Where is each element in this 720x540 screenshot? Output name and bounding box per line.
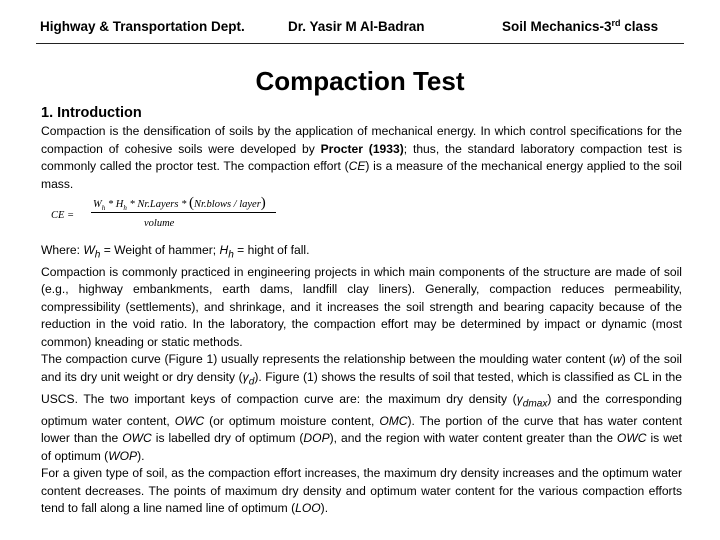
compaction-effort-formula — [41, 196, 682, 235]
header-author: Dr. Yasir M Al-Badran — [288, 19, 425, 34]
page-title: Compaction Test — [255, 66, 465, 96]
header-course-suffix: class — [620, 19, 659, 34]
where-definitions: Where: $W_h$ = Weight of hammer; $H_h$ = hight of fall. — [41, 243, 310, 261]
section-heading: 1. Introduction — [41, 105, 142, 121]
header-course-sup: rd — [611, 18, 621, 28]
formula-lhs: CE = — [51, 210, 75, 221]
line-of-optimum-paragraph: For a given type of soil, as the compaction effort increases, the maximum dry density increases and the optimum water content decreases. The points of maximum dry density and optimum water content for the various compaction efforts tend to fall along a line named line of optimum (LOO). — [41, 466, 682, 516]
header-course — [502, 19, 658, 34]
formula-denominator: volume — [144, 218, 175, 229]
procter-reference: Procter (1933) — [320, 141, 404, 156]
applications-paragraph: Compaction is commonly practiced in engineering projects in which main components of the structure are made of soil (e.g., highway embankments, earth dams, landfill clay liners). Generally, compaction reduces permeability, compressibility (settlements), and shrinkage, and it increases the soil strength and bearing capacity because of the reduction in the void ratio. In the laboratory, the compaction effort may be determined by impact or dynamic (most common) kneading or static methods. — [41, 264, 682, 349]
compaction-curve-paragraph: The compaction curve (Figure 1) usually represents the relationship between the moulding water content (w) of the soil and its dry unit weight or dry density $(\gamma_d)$. Figure (1) shows the results of soil that tested, which is classified as CL in the USCS. The two important keys of compaction curve are: the maximum dry density $(\gamma_{dmax})$ and the corresponding optimum water content, OWC (or optimum moisture content, OMC). The portion of the curve that has water content lower than the OWC is labelled dry of optimum (DOP), and the region with water content greater than the OWC is wet of optimum (WOP). — [41, 352, 683, 463]
page-header — [36, 14, 684, 44]
formula-fraction-bar — [91, 212, 276, 213]
document-body — [41, 104, 682, 518]
header-course-prefix: Soil Mechanics-3 — [502, 19, 612, 34]
intro-paragraph: Compaction is the densification of soils by the application of mechanical energy. In which control specifications for the compaction of cohesive soils were developed by Procter (1933); thus, the standard laboratory compaction test is commonly called the proctor test. The compaction effort (CE) is a measure of the mechanical energy applied to the soil mass. — [41, 124, 682, 191]
header-department: Highway & Transportation Dept. — [40, 19, 245, 34]
formula-numerator: $W_h * H_h$ * Nr.Layers * (Nr.blows / layer) — [93, 195, 266, 213]
